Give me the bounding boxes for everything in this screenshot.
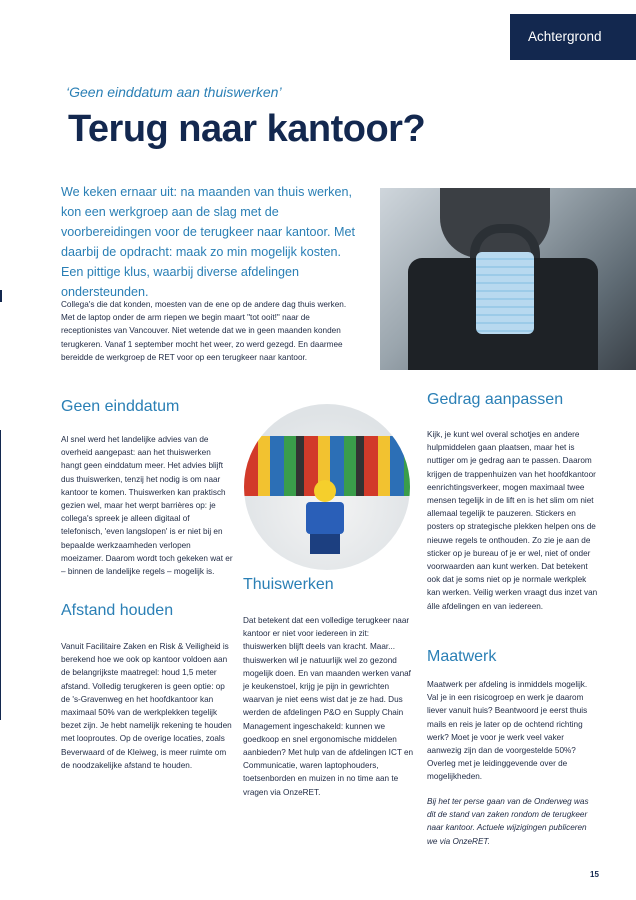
lego-figure-body: [306, 502, 344, 534]
closing-note: Bij het ter perse gaan van de Onderweg was dit de stand van zaken rondom de terugkeer naar kantoor. Actuele wijzigingen publiceren we via OnzeRET.: [427, 797, 589, 846]
lego-office-photo: [244, 404, 410, 570]
lead-paragraph: Collega's die dat konden, moesten van de ene op de andere dag thuis werken. Met de laptop onder de arm riepen we begin maart "tot ooit!" naar de receptionistes van Vancouver. Niet wetende dat we in geen maanden konden terugkeren. Vanaf 1 september mocht het weer, zo werd gezegd. En daarmee bereidde de werkgroep de RET voor op een terugkeer naar kantoor.: [61, 300, 347, 362]
heading-afstand-houden: Afstand houden: [61, 602, 174, 619]
photo-face-mask: [476, 252, 534, 334]
laptop-bag-photo: [380, 188, 636, 370]
heading-gedrag-aanpassen: Gedrag aanpassen: [427, 391, 564, 408]
text-geen-einddatum: Al snel werd het landelijke advies van de overheid aangepast: aan het thuiswerken hangt geen einddatum meer. Het advies blijft dus thuiswerken, tenzij het nodig is om naar kantoor te komen. Thuiswerken kan praktisch gezien wel, maar het werpt barrières op: je collega's spreek je alleen digitaal of telefonisch, 'even langslopen' is er niet bij en bepaalde werkzaamheden verlopen moeizamer. Daarom wordt toch gekeken wat er – binnen de landelijke regels – mogelijk is.: [61, 435, 233, 577]
intro-paragraph: We keken ernaar uit: na maanden van thuis werken, kon een werkgroep aan de slag met de voorbereidingen voor de terugkeer naar kantoor. Met daarbij de opdracht: maak zo min mogelijk kosten. Een pittige klus, waarbij diverse afdelingen ondersteunden.: [61, 185, 356, 299]
page-edge-mark: [0, 290, 2, 302]
section-tab: Achtergrond: [510, 14, 636, 60]
heading-thuiswerken: Thuiswerken: [243, 576, 334, 593]
page-title: Terug naar kantoor?: [68, 108, 426, 150]
lego-figure-legs: [310, 534, 340, 554]
page-edge-line: [0, 430, 1, 720]
lego-figure-head: [314, 480, 336, 502]
heading-geen-einddatum: Geen einddatum: [61, 398, 180, 415]
text-maatwerk: Maatwerk per afdeling is inmiddels mogelijk. Val je in een risicogroep en werk je daarom liever vanuit huis? Beantwoord je eerst thuis mails en reis je later op de ochtend richting werk? Moet je voor je werk veel vaker aanwezig zijn dan de voorgestelde 50%? Overleg met je leidinggevende over de mogelijkheden.: [427, 680, 588, 782]
text-thuiswerken: Dat betekent dat een volledige terugkeer naar kantoor er niet voor iedereen in zit: thuiswerken blijft deels van kracht. Maar... thuiswerken wil je natuurlijk wel zo gezond mogelijk doen. En van maanden werken vanaf je keukenstoel, krijg je pijn in gewrichten waarvan je niet eens wist dat je ze had. Dus werden de afdelingen P&O en Supply Chain Management ingeschakeld: kunnen we goedkoop en snel ergonomische middelen aanbieden? Met hulp van de afdelingen ICT en Communicatie, waren laptophouders, toetsenborden en muizen in no time aan te vragen via OnzeRET.: [243, 616, 414, 797]
page-number: 15: [590, 870, 599, 879]
text-afstand-houden: Vanuit Facilitaire Zaken en Risk & Veiligheid is berekend hoe we ook op kantoor voldoen aan de belangrijkste maatregel: houd 1,5 meter afstand. Volledig terugkeren is geen optie: op de 's-Gravenweg en het hoofdkantoor kan maximaal 50% van de werkplekken tegelijk bezet zijn. Je hebt namelijk rekening te houden met looproutes. Op de overige locaties, zoals Beverwaard of de Kleiweg, is meer ruimte om de noodzakelijke afstand te houden.: [61, 642, 232, 770]
text-gedrag-aanpassen: Kijk, je kunt wel overal schotjes en andere hulpmiddelen gaan plaatsen, maar het is nuttiger om je gedrag aan te passen. Daarom krijgen de trappenhuizen van het hoofdkantoor eenrichtingsverkeer, mogen maximaal twee mensen tegelijk in de lift en is het slim om niet allemaal tegelijk te pauzeren. Stickers en posters op strategische plekken helpen ons de nieuwe regels te onthouden. Zo zie je aan de sticker op je bureau of je er wel, niet of onder voorwaarden aan kunt werken. Dat betekent ook dat je soms niet op je normale werkplek kan werken. Veilig werken vraagt dus inzet van álle afdelingen en van iedereen.: [427, 430, 598, 611]
heading-maatwerk: Maatwerk: [427, 648, 497, 665]
kicker: ‘Geen einddatum aan thuiswerken’: [66, 84, 282, 100]
